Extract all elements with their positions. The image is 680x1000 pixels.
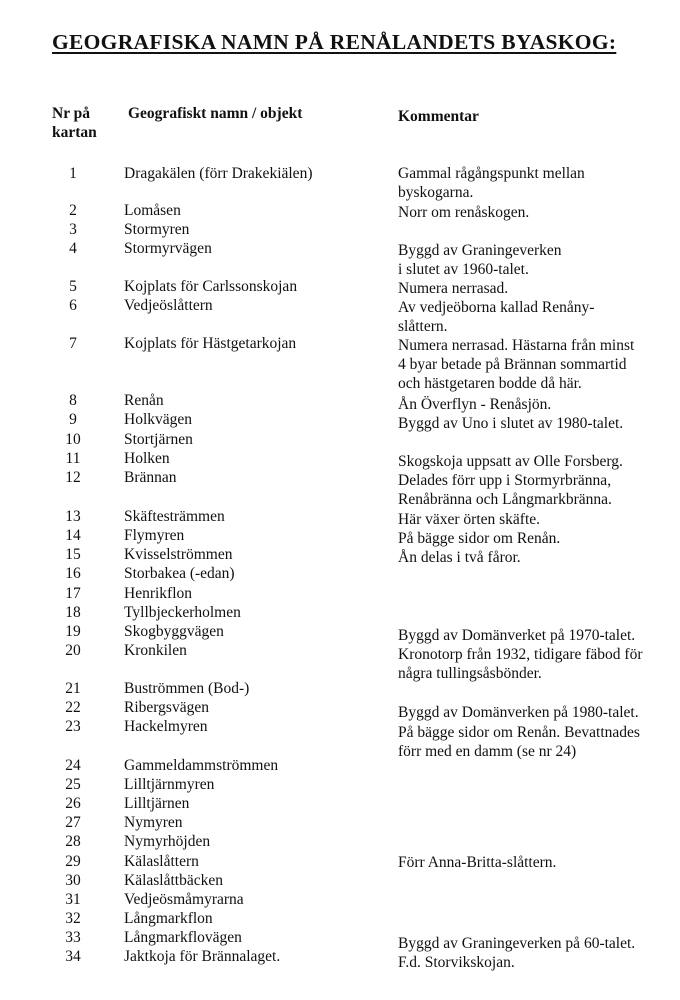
- map-number: 28: [65, 833, 81, 850]
- list-item: [0, 794, 680, 813]
- map-number: 6: [69, 297, 77, 314]
- place-name: Kronkilen: [124, 642, 187, 659]
- list-item: [0, 584, 680, 603]
- comment-text: Byggd av Graningeverken i slutet av 1960-talet.: [398, 242, 562, 279]
- map-number: 24: [65, 757, 81, 774]
- place-name: Långmarkflovägen: [124, 929, 242, 946]
- place-name: Flymyren: [124, 527, 185, 544]
- place-name: Kälaslåttern: [124, 853, 199, 870]
- comment-text: Delades förr upp i Stormyrbränna, Renåbränna och Långmarkbränna.: [398, 472, 612, 509]
- column-header-nr: Nr på kartan: [52, 105, 97, 141]
- comment-text: På bägge sidor om Renån.: [398, 530, 561, 547]
- place-name: Kojplats för Hästgetarkojan: [124, 335, 297, 352]
- place-name: Brännan: [124, 469, 177, 486]
- map-number: 33: [65, 929, 81, 946]
- comment-text: Kronotorp från 1932, tidigare fäbod för några tullingsåsbönder.: [398, 646, 643, 683]
- place-name: Nymyrhöjden: [124, 833, 211, 850]
- list-item: [0, 775, 680, 794]
- map-number: 3: [69, 221, 77, 238]
- map-number: 18: [65, 604, 81, 621]
- document-title: GEOGRAFISKA NAMN PÅ RENÅLANDETS BYASKOG:: [52, 30, 617, 54]
- map-number: 7: [69, 335, 77, 352]
- place-name: Vedjeösmåmyrarna: [124, 891, 244, 908]
- map-number: 21: [65, 680, 81, 697]
- map-number: 17: [65, 585, 81, 602]
- map-number: 10: [65, 431, 81, 448]
- comment-text: Norr om renåskogen.: [398, 204, 530, 221]
- map-number: 14: [65, 527, 81, 544]
- place-name: Lilltjärnen: [124, 795, 190, 812]
- place-name: Stormyren: [124, 221, 190, 238]
- list-item: [0, 871, 680, 890]
- list-item: [0, 832, 680, 851]
- map-number: 32: [65, 910, 81, 927]
- map-number: 8: [69, 392, 77, 409]
- place-name: Kälaslåttbäcken: [124, 872, 223, 889]
- place-name: Kvisselströmmen: [124, 546, 233, 563]
- place-name: Långmarkflon: [124, 910, 213, 927]
- comment-text: Byggd av Domänverken på 1980-talet.: [398, 704, 639, 721]
- column-header-comment: Kommentar: [398, 108, 479, 125]
- place-name: Stormyrvägen: [124, 240, 212, 257]
- place-name: Tyllbjeckerholmen: [124, 604, 241, 621]
- comment-text: Skogskoja uppsatt av Olle Forsberg.: [398, 453, 623, 470]
- place-name: Buströmmen (Bod-): [124, 680, 250, 697]
- place-name: Nymyren: [124, 814, 183, 831]
- map-number: 12: [65, 469, 81, 486]
- place-name: Dragakälen (förr Drakekiälen): [124, 165, 313, 182]
- map-number: 19: [65, 623, 81, 640]
- place-name: Storbakea (-edan): [124, 565, 235, 582]
- place-name: Skäftesträmmen: [124, 508, 225, 525]
- comment-text: Byggd av Uno i slutet av 1980-talet.: [398, 415, 624, 432]
- map-number: 2: [69, 202, 77, 219]
- map-number: 1: [69, 165, 77, 182]
- place-name: Vedjeöslåttern: [124, 297, 213, 314]
- comment-text: Här växer örten skäfte.: [398, 511, 541, 528]
- comment-text: Gammal rågångspunkt mellan byskogarna.: [398, 165, 585, 202]
- comment-text: Numera nerrasad. Hästarna från minst 4 byar betade på Brännan sommartid och hästgetaren bodde då här.: [398, 337, 635, 393]
- map-number: 30: [65, 872, 81, 889]
- map-number: 34: [65, 948, 81, 965]
- place-name: Gammeldammströmmen: [124, 757, 279, 774]
- place-name: Kojplats för Carlssonskojan: [124, 278, 298, 295]
- comment-text: Av vedjeöborna kallad Renåny- slåttern.: [398, 299, 595, 336]
- place-name: Hackelmyren: [124, 718, 208, 735]
- map-number: 26: [65, 795, 81, 812]
- map-number: 27: [65, 814, 81, 831]
- map-number: 5: [69, 278, 77, 295]
- place-name: Stortjärnen: [124, 431, 193, 448]
- comment-text: På bägge sidor om Renån. Bevattnades förr med en damm (se nr 24): [398, 724, 640, 761]
- list-item: [0, 220, 680, 239]
- list-item: [0, 813, 680, 832]
- comment-text: Byggd av Graningeverken på 60-talet. F.d. Storvikskojan.: [398, 935, 636, 972]
- list-item: [0, 890, 680, 909]
- column-header-name: Geografiskt namn / objekt: [128, 105, 303, 122]
- place-name: Renån: [124, 392, 164, 409]
- place-name: Skogbyggvägen: [124, 623, 224, 640]
- place-name: Lilltjärnmyren: [124, 776, 215, 793]
- map-number: 31: [65, 891, 81, 908]
- list-item: [0, 909, 680, 928]
- place-name: Holkvägen: [124, 411, 193, 428]
- map-number: 15: [65, 546, 81, 563]
- map-number: 9: [69, 411, 77, 428]
- place-name: Lomåsen: [124, 202, 181, 219]
- map-number: 23: [65, 718, 81, 735]
- map-number: 25: [65, 776, 81, 793]
- place-name: Ribergsvägen: [124, 699, 209, 716]
- comment-text: Ån delas i två fåror.: [398, 549, 521, 566]
- list-item: [0, 603, 680, 622]
- map-number: 22: [65, 699, 81, 716]
- place-name: Henrikflon: [124, 585, 193, 602]
- comment-text: Byggd av Domänverket på 1970-talet.: [398, 627, 636, 644]
- comment-text: Förr Anna-Britta-slåttern.: [398, 854, 557, 871]
- map-number: 29: [65, 853, 81, 870]
- map-number: 11: [65, 450, 81, 467]
- comment-text: Numera nerrasad.: [398, 280, 509, 297]
- map-number: 4: [69, 240, 77, 257]
- place-name: Holken: [124, 450, 170, 467]
- map-number: 20: [65, 642, 81, 659]
- place-name: Jaktkoja för Brännalaget.: [124, 948, 281, 965]
- comment-text: Ån Överflyn - Renåsjön.: [398, 396, 552, 413]
- map-number: 16: [65, 565, 81, 582]
- map-number: 13: [65, 508, 81, 525]
